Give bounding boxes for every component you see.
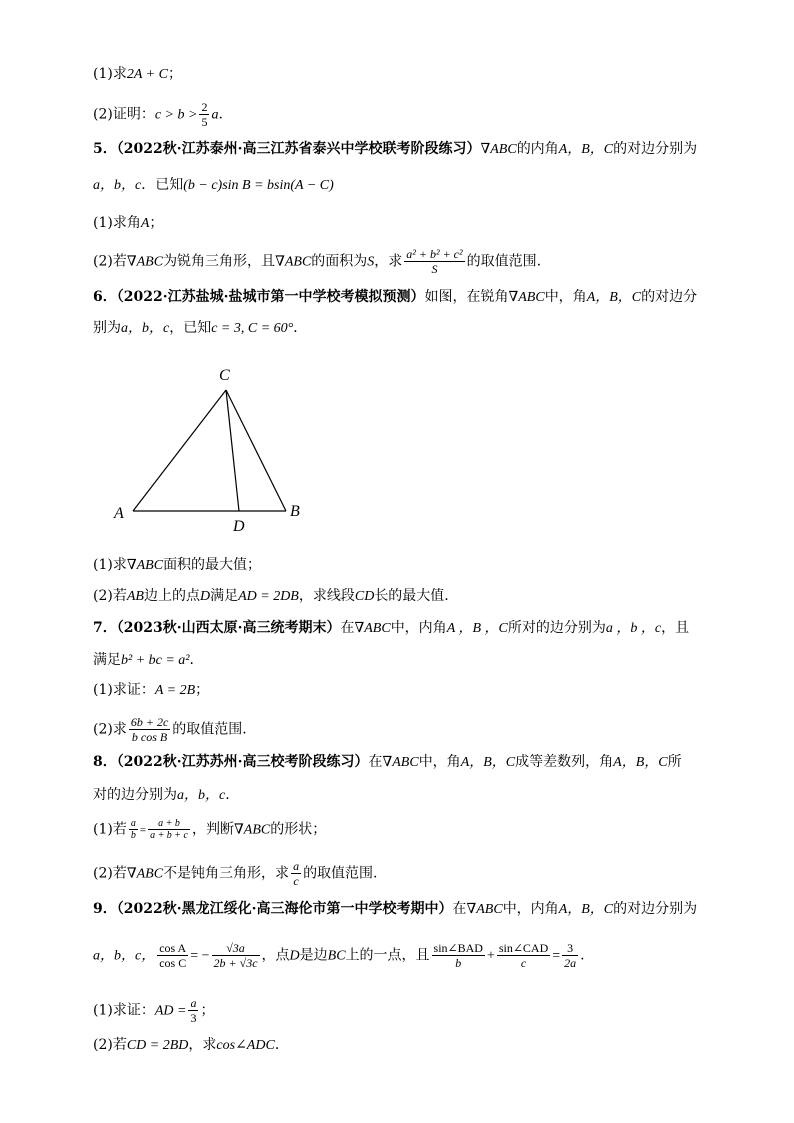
question-number: 7． — [93, 620, 117, 636]
math: a — [211, 107, 219, 123]
q9-part2: (2)若CD = 2BD，求cos∠ADC． — [93, 1037, 289, 1053]
fraction: $\frac{a + b}{a + b + c}$ — [150, 818, 188, 841]
math: CD = 2BD — [126, 1038, 189, 1053]
fraction: $\frac{a}{c}$ — [293, 859, 300, 888]
side-ac — [133, 390, 226, 511]
fraction: $\frac{\text{sin∠CAD}}{c}$ — [498, 941, 549, 970]
fraction: $\frac{a}{b}$ — [130, 818, 136, 841]
side-cb — [226, 390, 286, 511]
triangle-figure — [100, 358, 320, 543]
text: (1)求 — [93, 66, 127, 82]
q8-line2: 对的边分别为a，b，c. — [93, 787, 230, 803]
math: cos∠ADC — [216, 1038, 275, 1053]
question-source: （2022秋·江苏苏州·高三校考阶段练习） — [116, 754, 369, 770]
q7-part2: (2)求 $\frac{6b + 2c}{\text{b cos B}}$ 的取值范围. — [93, 715, 247, 744]
fraction: $\frac{\text{sin∠BAD}}{b}$ — [433, 941, 483, 970]
text: (2)证明： — [93, 106, 155, 123]
question-number: 5． — [93, 141, 117, 157]
q5-line1: 5．（2022秋·江苏泰州·高三江苏省泰兴中学校联考阶段练习）∇ABC的内角A，B，C的对边分别为 — [93, 141, 698, 157]
math: A = 2B — [154, 683, 196, 698]
fraction: $\frac{a}{3}$ — [190, 996, 197, 1025]
text: . — [218, 106, 223, 123]
question-number: 8． — [93, 754, 117, 770]
q4-part2 — [93, 100, 223, 129]
q6-part1: (1)求∇ABC面积的最大值； — [93, 557, 262, 573]
fraction: $\frac{3}{2a}$ — [564, 941, 577, 970]
q6-line2: 别为a，b，c，已知c = 3, C = 60°． — [93, 320, 308, 336]
math: 2A + C — [126, 67, 168, 82]
math: c = 3, C = 60° — [211, 321, 294, 336]
question-source: （2022秋·江苏泰州·高三江苏省泰兴中学校联考阶段练习） — [116, 141, 481, 157]
text: ； — [167, 66, 182, 82]
q5-line2: a，b，c．已知(b − c)sin B = bsin(A − C) — [93, 177, 334, 193]
q7-line2: 满足b² + bc = a²． — [93, 652, 204, 668]
fraction: $\frac{\text{a² + b² + c²}}{S}$ — [406, 247, 463, 276]
q5-part2: (2)若∇ABC为锐角三角形，且∇ABC的面积为S，求 $\frac{\text{a² + b² + c²}}{S}$ 的取值范围. — [93, 247, 542, 276]
math: c > b > — [154, 107, 198, 123]
math: AD = 2DB — [238, 589, 299, 604]
q7-line1: 7．（2023秋·山西太原·高三统考期末）在∇ABC中，内角A ，B ，C所对的边分别为a ，b ，c，且 — [93, 620, 690, 636]
q6-part2: (2)若AB边上的点D满足AD = 2DB，求线段CD长的最大值. — [93, 588, 449, 604]
q6-line1: 6．（2022·江苏盐城·盐城市第一中学校考模拟预测）如图，在锐角∇ABC中，角A，B，C的对边分 — [93, 289, 698, 305]
q5-part1: (1)求角A； — [93, 215, 164, 231]
fraction: $\frac{6b + 2c}{\text{b cos B}}$ — [130, 715, 169, 744]
math: b² + bc = a² — [121, 653, 190, 668]
label-d: D — [233, 518, 245, 535]
question-number: 9． — [93, 901, 117, 917]
q9-line1: 9．（2022秋·黑龙江绥化·高三海伦市第一中学校考期中）在∇ABC中，内角A，B，C的对边分别为 — [93, 901, 698, 917]
question-number: 6． — [93, 289, 117, 305]
label-c: C — [219, 367, 230, 384]
fraction: $\frac{2}{5}$ — [201, 100, 208, 129]
question-source: （2022秋·黑龙江绥化·高三海伦市第一中学校考期中） — [116, 901, 453, 917]
segment-cd — [226, 390, 239, 511]
q8-line1: 8．（2022秋·江苏苏州·高三校考阶段练习）在∇ABC中，角A，B，C成等差数列，角A，B，C所 — [93, 754, 682, 770]
q8-part2: (2)若∇ABC不是钝角三角形，求 $\frac{a}{c}$ 的取值范围. — [93, 859, 378, 888]
label-b: B — [290, 503, 300, 520]
q9-part1: (1)求证：AD = $\frac{a}{3}$ ； — [93, 996, 215, 1025]
math: (b − c)sin B = bsin(A − C) — [183, 178, 334, 193]
q4-part1 — [93, 64, 182, 85]
label-a: A — [114, 505, 124, 522]
question-source: （2023秋·山西太原·高三统考期末） — [116, 620, 341, 636]
q8-part1: (1)若 $\frac{a}{b}$ = $\frac{a + b}{a + b + c}$ ，判断∇ABC的形状； — [93, 818, 327, 841]
q9-line2: a，b，c， $\frac{\text{cos A}}{\text{cos C}}$ = − $\frac{√3a}{2b + √3c}$ ，点D是边BC上的一点，且 $\frac{\text{sin∠BAD}}{b}$ + $\frac{\text{sin∠CAD}}{c}$ = $\frac{3}{2a}$ . — [93, 941, 585, 970]
q7-part1: (1)求证：A = 2B； — [93, 682, 210, 698]
fraction: $\frac{\text{cos A}}{\text{cos C}}$ — [159, 941, 187, 970]
math: AD = — [154, 1003, 187, 1019]
fraction: $\frac{√3a}{2b + √3c}$ — [213, 941, 258, 970]
question-source: （2022·江苏盐城·盐城市第一中学校考模拟预测） — [116, 289, 425, 305]
